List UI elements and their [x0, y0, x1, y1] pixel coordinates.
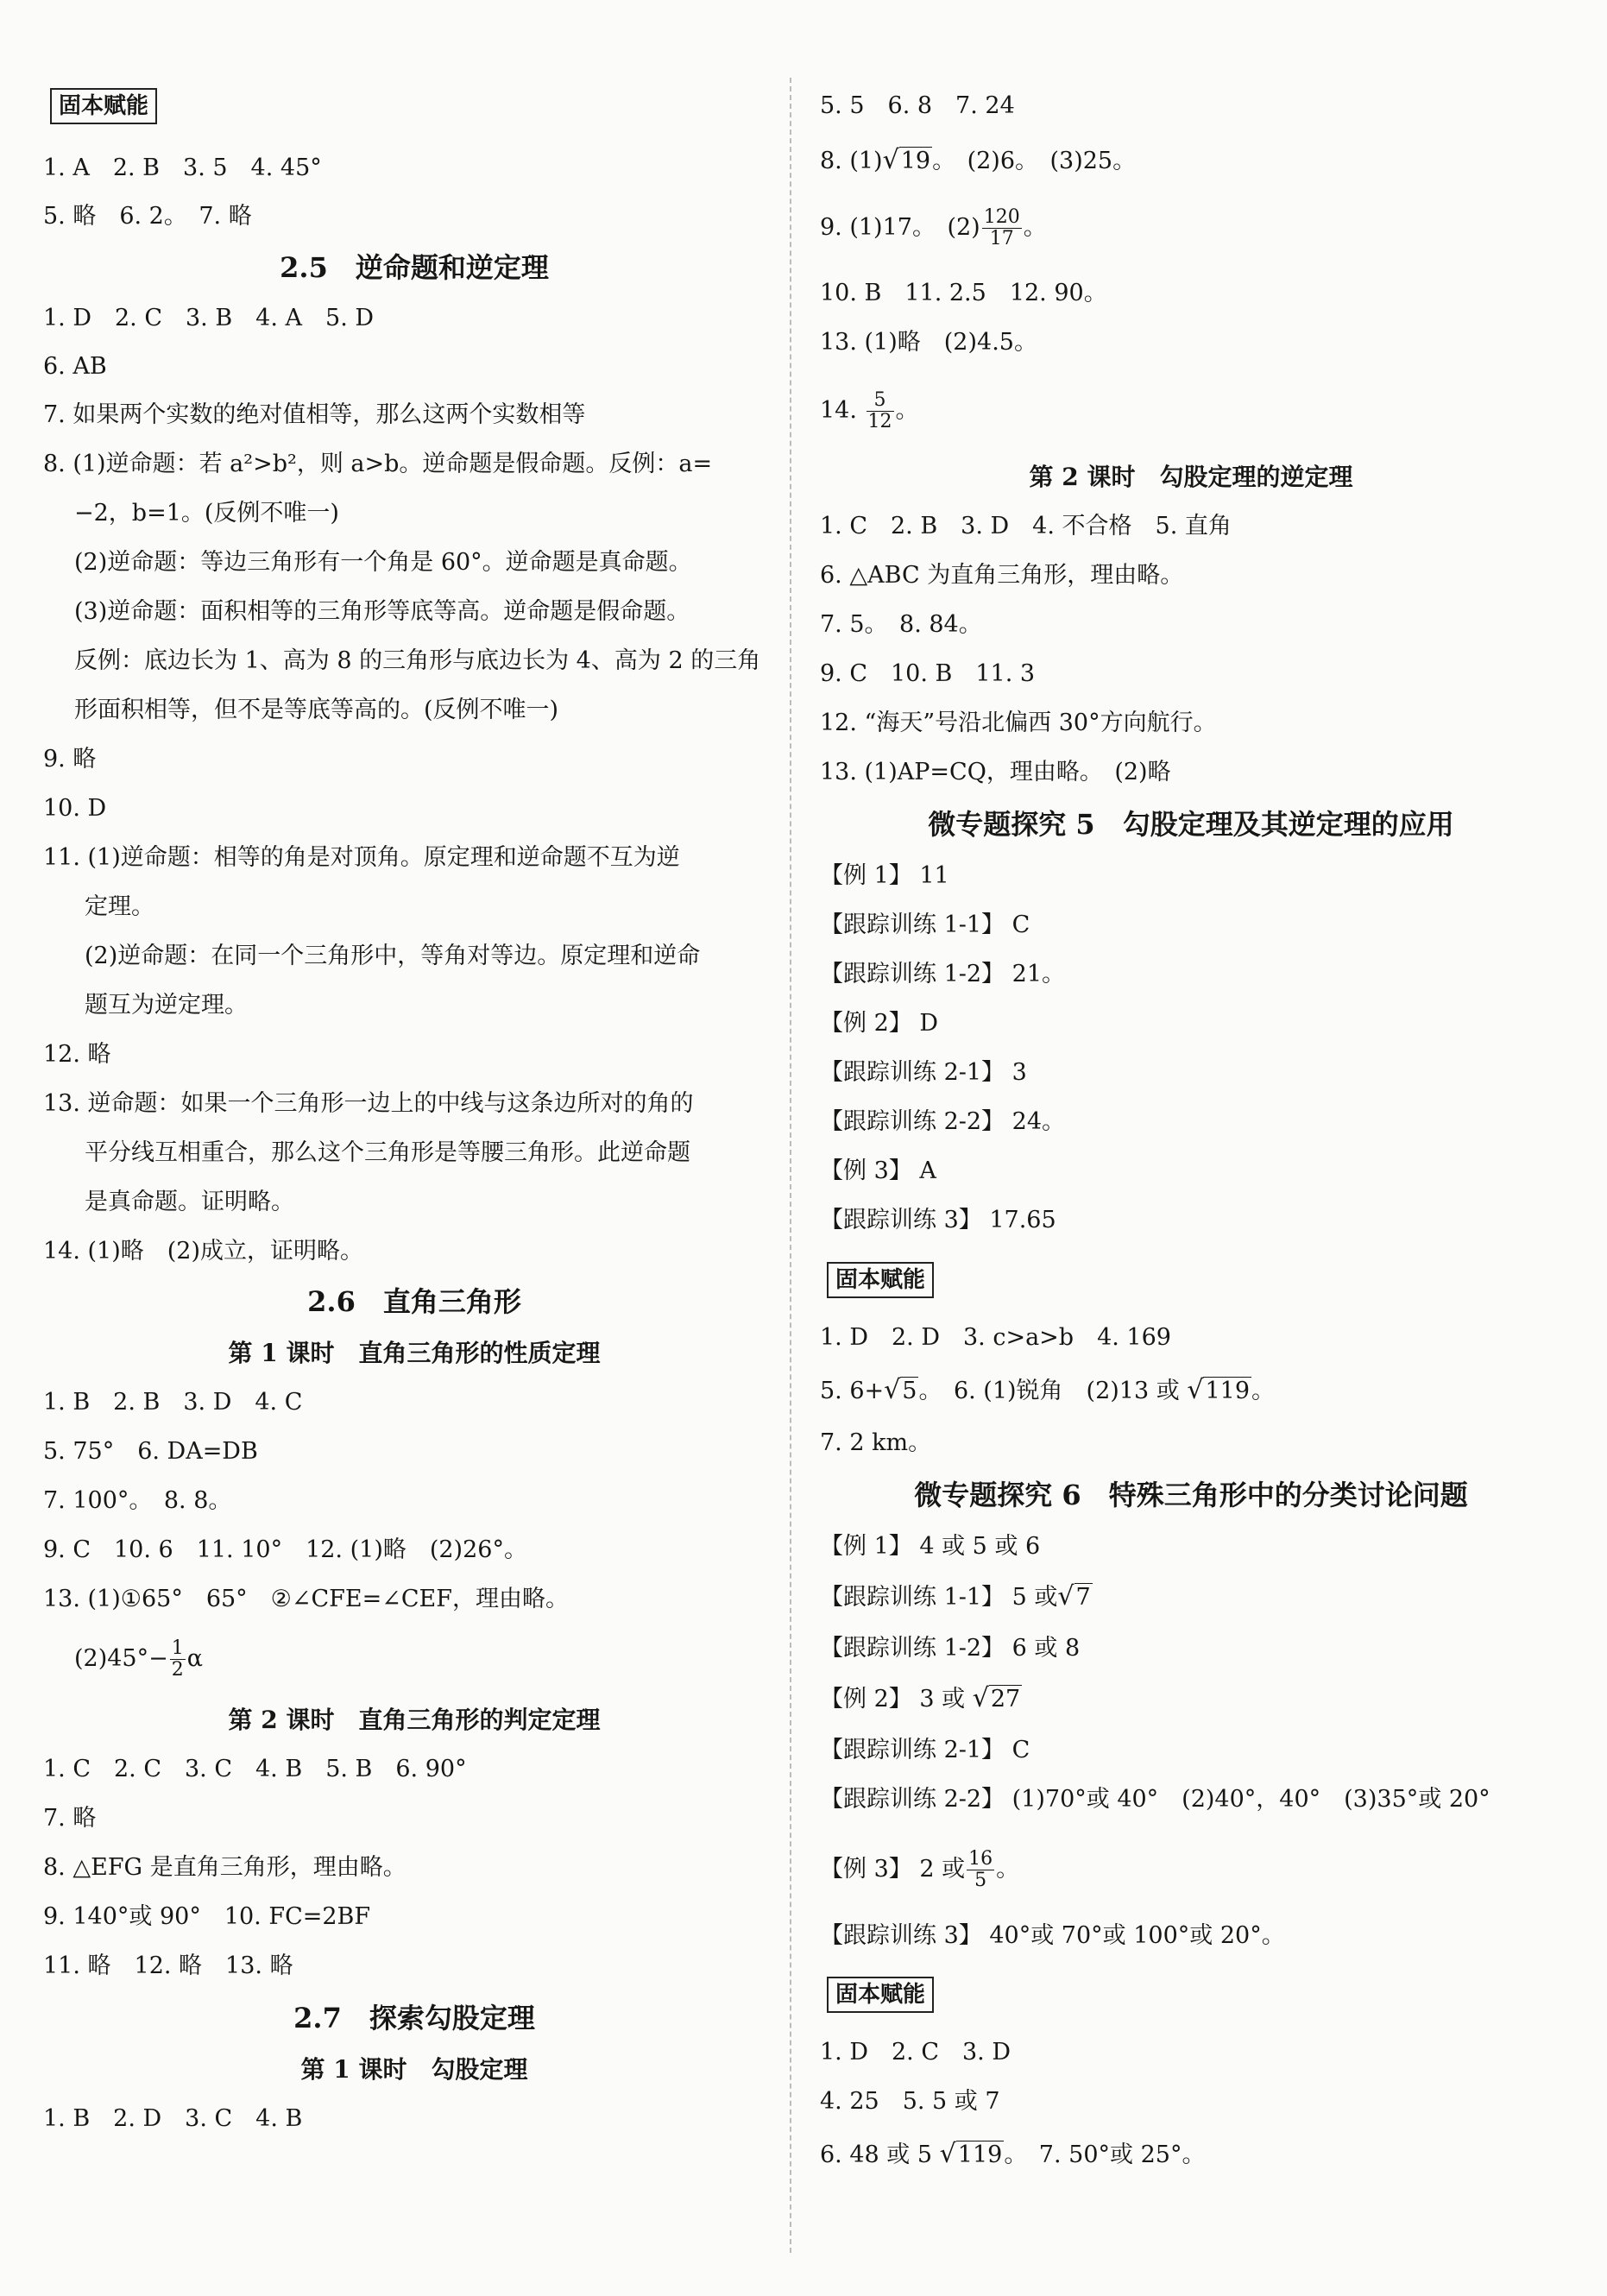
fraction — [867, 390, 894, 432]
answer-line: (2)逆命题：在同一个三角形中，等角对等边。原定理和逆命 — [85, 943, 701, 969]
example-line — [820, 1681, 1022, 1717]
answer-line: 9. 140°或 90° 10. FC=2BF — [43, 1903, 371, 1930]
example-line: 【例 1】 11 — [820, 862, 949, 889]
section-heading-2-7: 2.7 探索勾股定理 — [293, 2002, 535, 2034]
answer-text: α — [186, 1645, 203, 1672]
answer-line: 7. 略 — [43, 1805, 97, 1832]
answer-line: 反例：底边长为 1、高为 8 的三角形与底边长为 4、高为 2 的三角 — [74, 647, 761, 674]
answer-text: 8. (1) — [820, 148, 883, 174]
answer-line: 1. C 2. C 3. C 4. B 5. B 6. 90° — [43, 1756, 467, 1782]
fraction-denominator: 5 — [974, 1870, 987, 1891]
answer-line: 5. 75° 6. DA=DB — [43, 1438, 258, 1465]
answer-text: 。 (2)6。 (3)25。 — [932, 148, 1137, 174]
answer-line — [820, 390, 919, 432]
square-root: √19 — [882, 145, 931, 175]
answer-text: (2)45°− — [74, 1645, 168, 1672]
answer-line: 12. 略 — [43, 1041, 111, 1068]
answer-text: 【跟踪训练 1-1】 5 或 — [820, 1584, 1058, 1611]
radicand: 19 — [900, 148, 931, 174]
answer-line: 形面积相等，但不是等底等高的。(反例不唯一) — [74, 697, 559, 723]
answer-line — [820, 2137, 1205, 2173]
answer-line: 1. D 2. C 3. B 4. A 5. D — [43, 305, 375, 331]
answer-text: 6. 48 或 5 — [820, 2141, 933, 2168]
answer-text: 【例 2】 3 或 — [820, 1686, 966, 1713]
radicand: 27 — [990, 1686, 1021, 1713]
fraction-numerator: 16 — [968, 1848, 993, 1870]
answer-line: −2，b=1。(反例不唯一) — [74, 500, 339, 527]
practice-line: 【跟踪训练 3】 17.65 — [820, 1207, 1056, 1233]
answer-line: 13. (1)①65° 65° ②∠CFE=∠CEF，理由略。 — [43, 1586, 569, 1612]
radicand: 119 — [957, 2141, 1003, 2168]
answer-line: 6. AB — [43, 353, 107, 380]
fraction-numerator: 5 — [867, 390, 894, 412]
answer-text: 【例 3】 2 或 — [820, 1856, 966, 1883]
answer-line: 8. △EFG 是直角三角形，理由略。 — [43, 1854, 406, 1881]
answer-line: 14. (1)略 (2)成立，证明略。 — [43, 1238, 364, 1265]
answer-line: 6. △ABC 为直角三角形，理由略。 — [820, 562, 1184, 589]
section-heading-topic-6: 微专题探究 6 特殊三角形中的分类讨论问题 — [914, 1479, 1468, 1511]
answer-line: 1. D 2. D 3. c>a>b 4. 169 — [820, 1324, 1171, 1351]
answer-line: 5. 5 6. 8 7. 24 — [820, 92, 1015, 119]
section-box-gubenfuneng: 固本赋能 — [50, 88, 157, 124]
answer-line: 1. C 2. B 3. D 4. 不合格 5. 直角 — [820, 513, 1232, 539]
answer-line — [820, 1373, 1275, 1409]
radicand: 7 — [1075, 1584, 1091, 1611]
section-heading-2-6: 2.6 直角三角形 — [307, 1285, 521, 1318]
answer-line: 11. 略 12. 略 13. 略 — [43, 1952, 293, 1979]
answer-text: 。 — [996, 1856, 1020, 1883]
answer-line: (2)逆命题：等边三角形有一个角是 60°。逆命题是真命题。 — [74, 549, 692, 576]
answer-line: 5. 略 6. 2。 7. 略 — [43, 203, 252, 230]
example-line: 【例 3】 A — [820, 1157, 936, 1184]
answer-line — [820, 207, 1047, 249]
answer-text: 。 7. 50°或 25°。 — [1004, 2141, 1206, 2168]
square-root: √119 — [1187, 1375, 1251, 1405]
answer-line: 13. (1)AP=CQ，理由略。 (2)略 — [820, 759, 1171, 785]
answer-line: 题互为逆定理。 — [85, 992, 248, 1019]
radicand: 5 — [902, 1378, 917, 1404]
square-root: √27 — [972, 1683, 1021, 1713]
section-box-gubenfuneng: 固本赋能 — [827, 1262, 934, 1298]
answer-line: 1. B 2. D 3. C 4. B — [43, 2105, 303, 2132]
section-heading-topic-5: 微专题探究 5 勾股定理及其逆定理的应用 — [928, 808, 1454, 841]
answer-line: (3)逆命题：面积相等的三角形等底等高。逆命题是假命题。 — [74, 598, 690, 625]
section-box-gubenfuneng: 固本赋能 — [827, 1977, 934, 2013]
fraction-numerator: 120 — [983, 206, 1020, 228]
fraction-denominator: 12 — [867, 411, 892, 432]
answer-line: 1. B 2. B 3. D 4. C — [43, 1389, 303, 1416]
example-line — [820, 1849, 1019, 1891]
square-root: √5 — [884, 1375, 917, 1405]
answer-text: 。 — [895, 397, 919, 424]
answer-line: 8. (1)逆命题：若 a²>b²，则 a>b。逆命题是假命题。反例：a= — [43, 451, 713, 477]
answer-line: 10. B 11. 2.5 12. 90。 — [820, 280, 1107, 306]
answer-line: 是真命题。证明略。 — [85, 1189, 294, 1215]
answer-text: 14. — [820, 397, 865, 424]
practice-line: 【跟踪训练 2-2】 (1)70°或 40° (2)40°，40° (3)35°或 20° — [820, 1786, 1490, 1813]
answer-line: 定理。 — [85, 893, 154, 920]
answer-line: 1. A 2. B 3. 5 4. 45° — [43, 155, 322, 181]
square-root: √119 — [939, 2139, 1003, 2169]
fraction-denominator: 17 — [989, 228, 1014, 249]
answer-line: 7. 100°。 8. 8。 — [43, 1487, 232, 1514]
answer-text: 9. (1)17。 (2) — [820, 214, 980, 241]
answer-line: 13. 逆命题：如果一个三角形一边上的中线与这条边所对的角的 — [43, 1090, 694, 1117]
answer-line — [74, 1638, 203, 1681]
answer-line: 12. “海天”号沿北偏西 30°方向航行。 — [820, 710, 1217, 736]
answer-line: 10. D — [43, 795, 107, 822]
square-root: √7 — [1057, 1581, 1091, 1612]
answer-line: 9. C 10. B 11. 3 — [820, 660, 1036, 687]
answer-line: 9. C 10. 6 11. 10° 12. (1)略 (2)26°。 — [43, 1536, 527, 1563]
answer-line: 7. 5。 8. 84。 — [820, 611, 982, 638]
column-divider — [790, 78, 791, 2253]
answer-text: 5. 6+ — [820, 1378, 885, 1404]
example-line: 【例 1】 4 或 5 或 6 — [820, 1533, 1041, 1560]
practice-line: 【跟踪训练 1-2】 21。 — [820, 961, 1066, 987]
radicand: 119 — [1205, 1378, 1251, 1404]
answer-text: 。 — [1023, 214, 1047, 241]
practice-line: 【跟踪训练 2-2】 24。 — [820, 1108, 1066, 1135]
example-line: 【例 2】 D — [820, 1010, 938, 1037]
practice-line: 【跟踪训练 1-2】 6 或 8 — [820, 1635, 1081, 1662]
answer-line: 9. 略 — [43, 746, 97, 773]
answer-line: 1. D 2. C 3. D — [820, 2039, 1011, 2066]
practice-line: 【跟踪训练 3】 40°或 70°或 100°或 20°。 — [820, 1922, 1285, 1949]
fraction — [967, 1849, 994, 1891]
answer-line: 平分线互相重合，那么这个三角形是等腰三角形。此逆命题 — [85, 1139, 690, 1166]
section-heading-2-5: 2.5 逆命题和逆定理 — [280, 251, 549, 284]
answer-line: 7. 如果两个实数的绝对值相等，那么这两个实数相等 — [43, 401, 586, 428]
answer-line: 11. (1)逆命题：相等的角是对顶角。原定理和逆命题不互为逆 — [43, 844, 680, 871]
lesson-heading: 第 2 课时 直角三角形的判定定理 — [228, 1706, 601, 1734]
fraction-denominator: 2 — [171, 1659, 184, 1681]
fraction — [170, 1638, 186, 1681]
practice-line — [820, 1580, 1093, 1615]
answer-line — [820, 143, 1136, 179]
fraction-numerator: 1 — [171, 1637, 184, 1659]
lesson-heading: 第 1 课时 直角三角形的性质定理 — [228, 1339, 601, 1367]
lesson-heading: 第 1 课时 勾股定理 — [300, 2055, 528, 2084]
answer-text: 。 6. (1)锐角 (2)13 或 — [918, 1378, 1180, 1404]
answer-line: 13. (1)略 (2)4.5。 — [820, 329, 1037, 356]
practice-line: 【跟踪训练 2-1】 3 — [820, 1059, 1027, 1086]
lesson-heading: 第 2 课时 勾股定理的逆定理 — [1029, 463, 1353, 491]
fraction — [982, 207, 1022, 249]
practice-line: 【跟踪训练 1-1】 C — [820, 911, 1030, 938]
answer-text: 。 — [1251, 1378, 1276, 1404]
practice-line: 【跟踪训练 2-1】 C — [820, 1737, 1030, 1763]
answer-line: 7. 2 km。 — [820, 1429, 932, 1456]
answer-line: 4. 25 5. 5 或 7 — [820, 2088, 1000, 2115]
